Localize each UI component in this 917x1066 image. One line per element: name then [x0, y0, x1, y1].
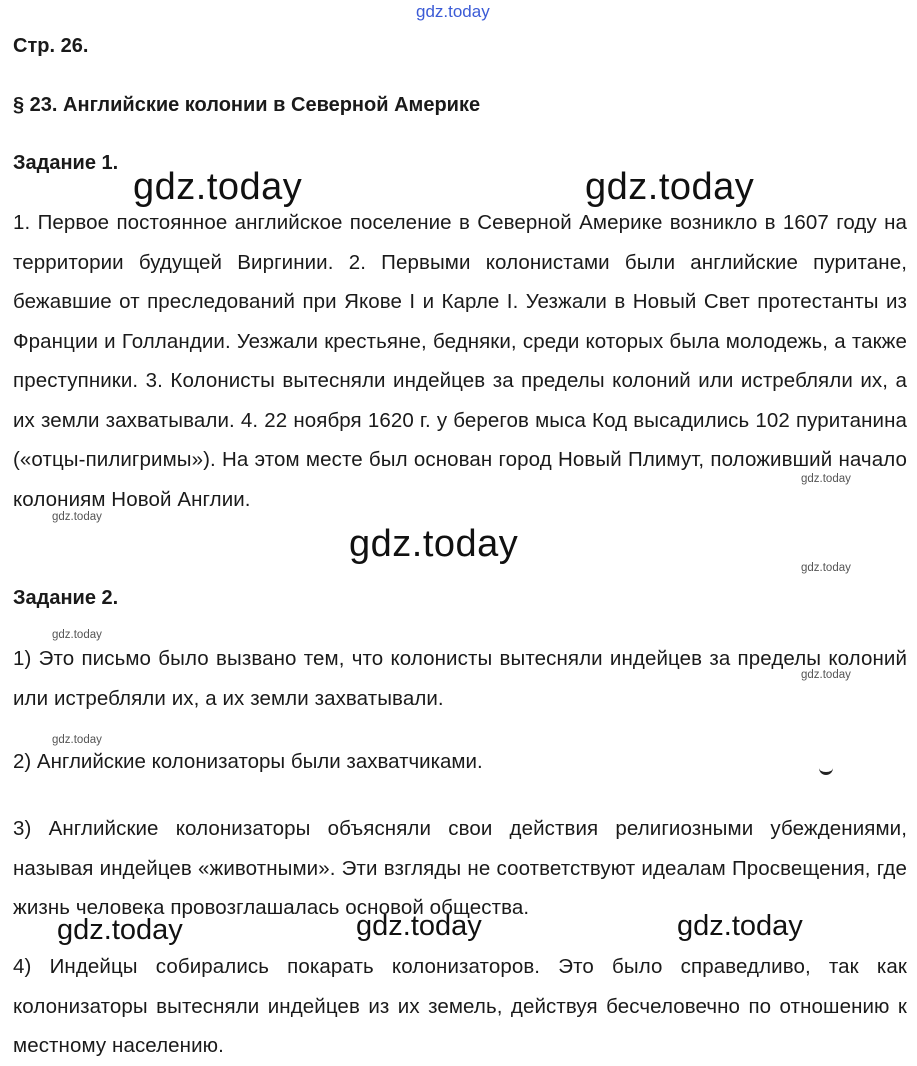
watermark-small: gdz.today [52, 734, 102, 746]
section-title: § 23. Английские колонии в Северной Америке [13, 94, 481, 116]
watermark-small: gdz.today [801, 562, 851, 574]
watermark: gdz.today [677, 910, 803, 942]
watermark-small: gdz.today [52, 629, 102, 641]
watermark: gdz.today [349, 523, 519, 565]
task-2-answer-2: 2) Английские колонизаторы были захватчиками. [13, 750, 483, 773]
watermark-small: gdz.today [801, 473, 851, 485]
page-reference: Стр. 26. [13, 35, 89, 57]
task-2-answer-1: 1) Это письмо было вызвано тем, что колонисты вытесняли индейцев за пределы колоний или истребляли их, а их земли захватывали. [13, 647, 907, 710]
watermark: gdz.today [356, 910, 482, 942]
watermark: gdz.today [585, 166, 755, 208]
top-watermark: gdz.today [416, 2, 490, 21]
task-2-answer-3: 3) Английские колонизаторы объясняли свои действия религиозными убеждениями, называя индейцев «животными». Эти взгляды не соответствуют идеалам Просвещения, где жизнь человека провозглашалась основой общества. [13, 817, 907, 919]
watermark-small: gdz.today [52, 511, 102, 523]
task-2-answer-4: 4) Индейцы собирались покарать колонизаторов. Это было справедливо, так как колонизаторы вытесняли индейцев из их земель, действуя бесчеловечно по отношению к местному населению. [13, 955, 907, 1057]
watermark: gdz.today [133, 166, 303, 208]
task-1-heading: Задание 1. [13, 152, 119, 174]
stray-mark [819, 767, 833, 775]
watermark-small: gdz.today [801, 669, 851, 681]
watermark: gdz.today [57, 914, 183, 946]
task-1-text: 1. Первое постоянное английское поселение в Северной Америке возникло в 1607 году на территории будущей Виргинии. 2. Первыми колонистами были английские пуритане, бежавшие от преследований при Якове I и Карле I. Уезжали в Новый Свет протестанты из Франции и Голландии. Уезжали крестьяне, бедняки, среди которых была молодежь, а также преступники. 3. Колонисты вытесняли индейцев за пределы колоний или истребляли их, а их земли захватывали. 4. 22 ноября 1620 г. у берегов мыса Код высадились 102 пуританина («отцы-пилигримы»). На этом месте был основан город Новый Плимут, положивший начало колониям Новой Англии. [13, 211, 907, 511]
task-2-heading: Задание 2. [13, 587, 119, 609]
